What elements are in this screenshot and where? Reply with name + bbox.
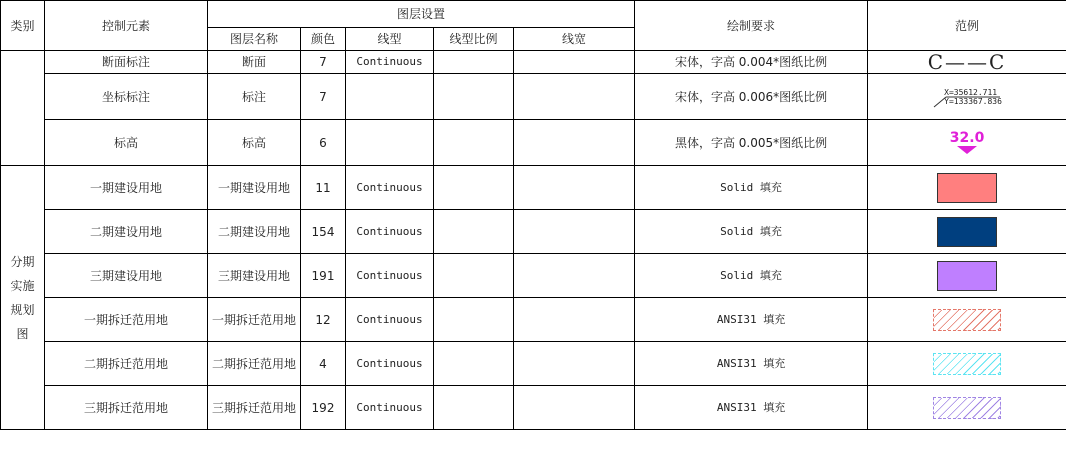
linewidth (514, 254, 635, 298)
table-row (1, 342, 1066, 386)
layer-name: 二期拆迁范用地 (208, 342, 301, 386)
drawing-requirement: 黑体，字高 0.005*图纸比例 (635, 120, 868, 166)
control-element: 一期建设用地 (45, 166, 208, 210)
linewidth (514, 120, 635, 166)
linetype: Continuous (346, 298, 434, 342)
drawing-requirement: ANSI31 填充 (635, 342, 868, 386)
linetype: Continuous (346, 342, 434, 386)
example-cell (868, 166, 1066, 210)
control-element: 三期建设用地 (45, 254, 208, 298)
category-cell-empty (1, 51, 45, 166)
color-index: 191 (301, 254, 346, 298)
header-category: 类别 (1, 1, 45, 51)
layer-name: 断面 (208, 51, 301, 74)
linewidth (514, 342, 635, 386)
header-layer-name: 图层名称 (208, 28, 301, 51)
color-index: 4 (301, 342, 346, 386)
example-cell (868, 120, 1066, 166)
table-row (1, 298, 1066, 342)
linetype-scale (434, 120, 514, 166)
layer-name: 标注 (208, 74, 301, 120)
linetype-scale (434, 74, 514, 120)
example-cell (868, 298, 1066, 342)
control-element: 标高 (45, 120, 208, 166)
control-element: 二期拆迁范用地 (45, 342, 208, 386)
table-row (1, 120, 1066, 166)
linewidth (514, 74, 635, 120)
table-row (1, 51, 1066, 74)
table-row (1, 74, 1066, 120)
linewidth (514, 386, 635, 430)
layer-name: 三期拆迁范用地 (208, 386, 301, 430)
header-linewidth: 线宽 (514, 28, 635, 51)
color-index: 12 (301, 298, 346, 342)
control-element: 坐标标注 (45, 74, 208, 120)
hatch-fill-swatch-3 (933, 397, 1001, 419)
drawing-requirement: 宋体，字高 0.004*图纸比例 (635, 51, 868, 74)
linetype: Continuous (346, 254, 434, 298)
layer-name: 二期建设用地 (208, 210, 301, 254)
drawing-requirement: ANSI31 填充 (635, 386, 868, 430)
control-element: 一期拆迁范用地 (45, 298, 208, 342)
header-color: 颜色 (301, 28, 346, 51)
example-cell (868, 342, 1066, 386)
coord-y-label: Y=133367.836 (944, 96, 1002, 106)
header-layer-settings: 图层设置 (208, 1, 635, 28)
elevation-value: 32.0 (949, 129, 985, 146)
solid-fill-swatch-1 (937, 173, 997, 203)
table-row (1, 210, 1066, 254)
color-index: 154 (301, 210, 346, 254)
linetype-scale (434, 298, 514, 342)
example-cell (868, 210, 1066, 254)
solid-fill-swatch-3 (937, 261, 997, 291)
linetype (346, 120, 434, 166)
header-linetype: 线型 (346, 28, 434, 51)
layer-name: 一期拆迁范用地 (208, 298, 301, 342)
header-example: 范例 (868, 1, 1066, 51)
example-cell (868, 386, 1066, 430)
table-row (1, 166, 1066, 210)
drawing-requirement: 宋体，字高 0.006*图纸比例 (635, 74, 868, 120)
linetype: Continuous (346, 51, 434, 74)
linewidth (514, 210, 635, 254)
header-drawing-requirements: 绘制要求 (635, 1, 868, 51)
coord-x-label: X=35612.711 (944, 87, 998, 97)
color-index: 7 (301, 51, 346, 74)
solid-fill-swatch-2 (937, 217, 997, 247)
linewidth (514, 298, 635, 342)
table-row (1, 386, 1066, 430)
category-phase-label: 分期实施规划图 (10, 254, 35, 341)
linetype: Continuous (346, 166, 434, 210)
linetype: Continuous (346, 210, 434, 254)
drawing-requirement: Solid 填充 (635, 254, 868, 298)
drawing-requirement: Solid 填充 (635, 210, 868, 254)
category-phase-cell (1, 166, 45, 430)
elevation-triangle-icon (956, 145, 978, 155)
linetype-scale (434, 386, 514, 430)
hatch-fill-swatch-2 (933, 353, 1001, 375)
hatch-fill-swatch-1 (933, 309, 1001, 331)
table-row (1, 254, 1066, 298)
example-cell (868, 51, 1066, 74)
linetype-scale (434, 166, 514, 210)
layer-name: 三期建设用地 (208, 254, 301, 298)
control-element: 二期建设用地 (45, 210, 208, 254)
example-cell (868, 254, 1066, 298)
layer-name: 标高 (208, 120, 301, 166)
control-element: 断面标注 (45, 51, 208, 74)
linetype (346, 74, 434, 120)
color-index: 11 (301, 166, 346, 210)
linetype-scale (434, 342, 514, 386)
control-element: 三期拆迁范用地 (45, 386, 208, 430)
example-cell (868, 74, 1066, 120)
linetype: Continuous (346, 386, 434, 430)
linewidth (514, 51, 635, 74)
layer-name: 一期建设用地 (208, 166, 301, 210)
section-label-example: C——C (927, 50, 1007, 74)
linetype-scale (434, 254, 514, 298)
linewidth (514, 166, 635, 210)
color-index: 6 (301, 120, 346, 166)
drawing-requirement: ANSI31 填充 (635, 298, 868, 342)
header-linetype-scale: 线型比例 (434, 28, 514, 51)
color-index: 7 (301, 74, 346, 120)
header-control-element: 控制元素 (45, 1, 208, 51)
color-index: 192 (301, 386, 346, 430)
drawing-requirement: Solid 填充 (635, 166, 868, 210)
linetype-scale (434, 210, 514, 254)
linetype-scale (434, 51, 514, 74)
